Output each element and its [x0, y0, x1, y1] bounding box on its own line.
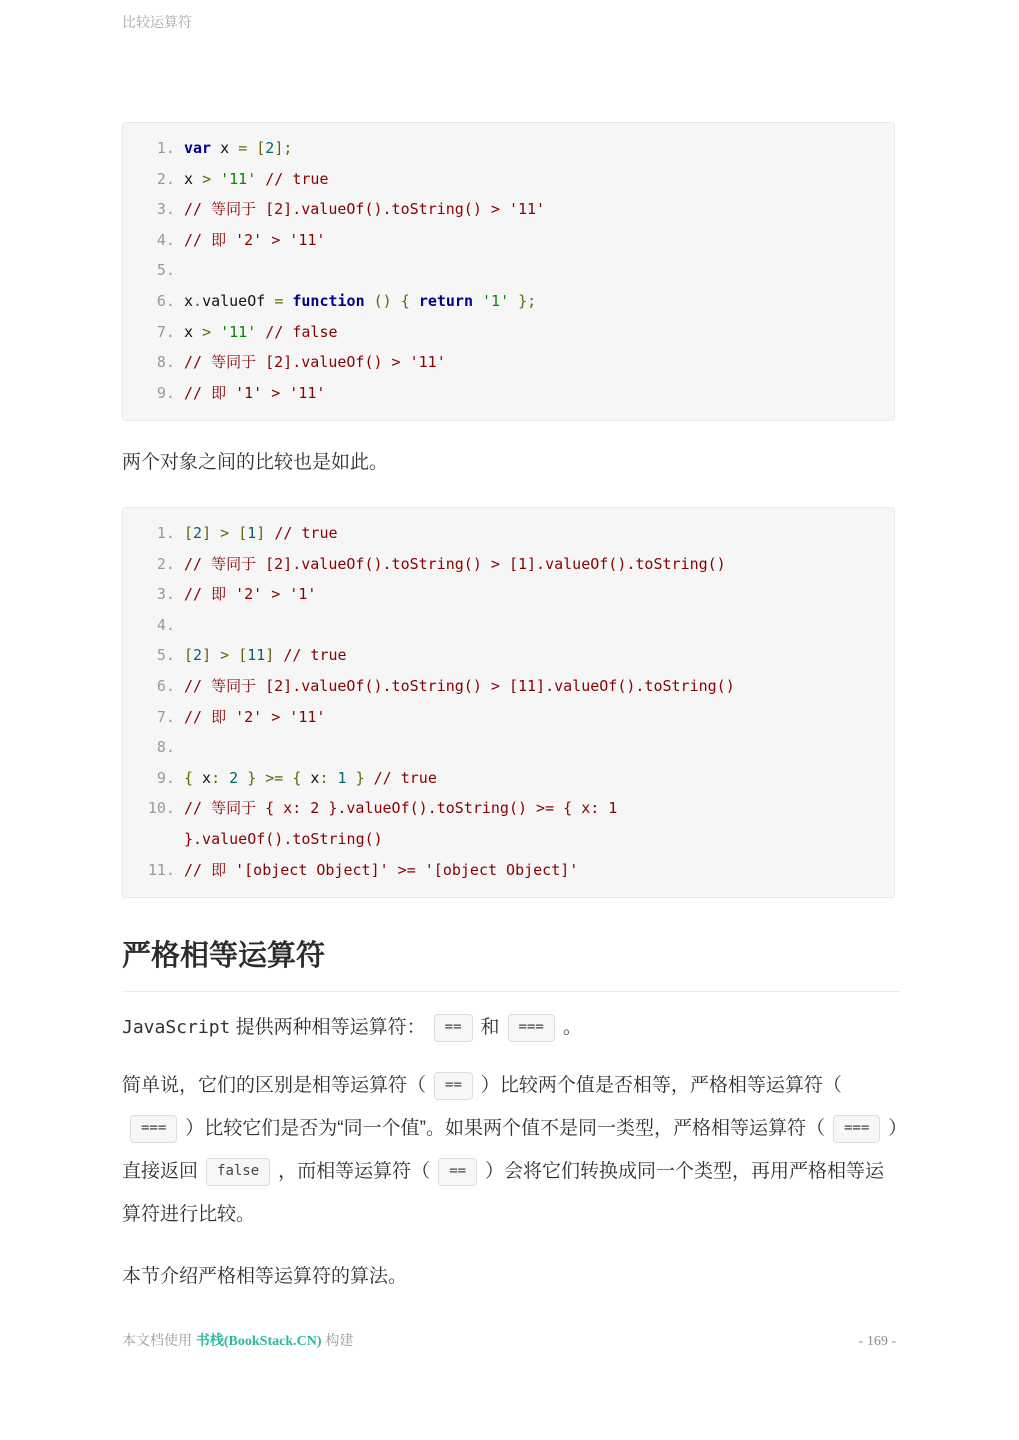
code-line — [184, 579, 764, 610]
code-token-pun: > — [202, 322, 212, 341]
inline-code-chip: === — [130, 1115, 177, 1143]
code-token-pun: ] — [265, 646, 275, 665]
code-token-pun: ] — [202, 646, 212, 665]
code-line — [184, 225, 764, 256]
code-token-pln — [229, 524, 238, 542]
code-token-com: // 即 '2' > '11' — [184, 707, 326, 726]
code-line — [184, 164, 764, 195]
code-token-pln: x — [184, 322, 203, 341]
code-token-pln — [211, 524, 220, 542]
code-block-object-comparison — [122, 507, 895, 898]
code-token-pln: x — [184, 291, 194, 310]
code-token-str: '11' — [220, 322, 257, 341]
inline-mono-text: JavaScript — [122, 1017, 231, 1038]
code-token-pln — [473, 292, 482, 310]
code-token-pln — [256, 170, 265, 188]
code-token-pun: } — [247, 768, 257, 787]
code-token-com: // 等同于 [2].valueOf().toString() > [11].valueOf().toString() — [184, 676, 735, 695]
code-token-pln — [220, 769, 229, 787]
inline-code-chip: == — [434, 1072, 473, 1100]
code-token-com: // true — [265, 169, 329, 188]
code-line — [184, 518, 764, 549]
code-token-pun: [ — [238, 646, 248, 665]
code-line — [184, 133, 764, 164]
code-token-pun: . — [193, 291, 203, 310]
code-token-lit: 2 — [193, 646, 203, 665]
code-token-com: // false — [265, 322, 338, 341]
paragraph-section-intro: 本节介绍严格相等运算符的算法。 — [122, 1266, 408, 1287]
code-token-lit: 2 — [193, 524, 203, 542]
code-token-pln — [347, 769, 356, 787]
footer-build-credit — [122, 1330, 353, 1350]
code-line-list — [123, 133, 894, 408]
code-token-pun: { — [292, 768, 302, 787]
code-line — [184, 793, 764, 854]
code-token-str: '1' — [482, 291, 510, 310]
code-token-pln — [211, 323, 220, 341]
code-token-com: // 等同于 [2].valueOf() > '11' — [184, 353, 446, 372]
code-token-pln: x — [211, 139, 239, 157]
text-run: ）直接返回 — [122, 1118, 898, 1182]
code-token-com: // 即 '2' > '11' — [184, 230, 326, 249]
code-token-kwd: return — [418, 291, 473, 310]
code-token-com: // 即 '2' > '1' — [184, 585, 317, 604]
code-token-pln: x — [184, 169, 203, 188]
code-token-pun: () — [373, 291, 392, 310]
text-run: 提供两种相等运算符： — [230, 1017, 426, 1038]
code-token-pun: [ — [256, 139, 266, 157]
code-line-list — [123, 518, 894, 885]
code-token-lit: 1 — [247, 524, 257, 542]
code-token-pun: : — [211, 768, 221, 787]
code-token-pun: { — [184, 768, 194, 787]
code-token-pun: > — [220, 646, 230, 665]
code-token-pun: > — [220, 524, 230, 542]
text-run: ）比较它们是否为“同一个值”。如果两个值不是同一类型，严格相等运算符（ — [185, 1118, 825, 1139]
text-run: ）比较两个值是否相等，严格相等运算符（ — [480, 1075, 842, 1096]
code-token-pln — [229, 646, 238, 664]
inline-code-chip: == — [434, 1014, 473, 1042]
code-token-pun: > — [202, 169, 212, 188]
footer-text-prefix: 本文档使用 — [122, 1332, 196, 1348]
code-token-lit: 2 — [229, 768, 239, 787]
inline-code-chip: false — [206, 1158, 270, 1186]
code-line — [184, 255, 764, 286]
code-line — [184, 194, 764, 225]
inline-code-chip: === — [833, 1115, 880, 1143]
code-token-com: // 等同于 [2].valueOf().toString() > [1].valueOf().toString() — [184, 554, 726, 573]
code-line — [184, 378, 764, 409]
code-token-pln — [509, 292, 518, 310]
code-token-pun: : — [319, 768, 329, 787]
code-token-pln — [211, 170, 220, 188]
inline-code-chip: == — [438, 1158, 477, 1186]
text-run: 。 — [562, 1017, 582, 1038]
code-token-pln: x — [301, 768, 320, 787]
code-line — [184, 286, 764, 317]
page-footer — [122, 1330, 896, 1350]
code-token-pln — [410, 292, 419, 310]
code-token-pln — [256, 323, 265, 341]
code-token-pln: valueOf — [202, 291, 275, 310]
code-line — [184, 347, 764, 378]
code-token-pun: [ — [238, 524, 248, 542]
code-token-com: // 即 '[object Object]' >= '[object Object]' — [184, 860, 579, 879]
code-token-pun: >= — [265, 768, 284, 787]
code-token-pln — [365, 292, 374, 310]
code-token-com: // 等同于 [2].valueOf().toString() > '11' — [184, 200, 546, 219]
code-token-pln — [238, 769, 247, 787]
code-line — [184, 610, 764, 641]
code-token-com: // true — [283, 646, 347, 665]
footer-text-suffix: 构建 — [321, 1332, 354, 1348]
paragraph-operator-difference — [122, 1064, 900, 1236]
code-token-lit: 11 — [247, 646, 266, 665]
code-token-pln — [265, 524, 274, 542]
code-line — [184, 671, 764, 702]
running-header: 比较运算符 — [122, 14, 192, 30]
code-token-kwd: function — [292, 291, 365, 310]
code-token-com: // true — [274, 524, 338, 542]
text-run: ）会将它们转换成同一个类型，再用严格相等运算符进行比较。 — [122, 1161, 885, 1225]
code-token-com: // 等同于 { x: 2 }.valueOf().toString() >= { x: 1 }.valueOf().toString() — [184, 799, 627, 848]
code-token-com: // 即 '1' > '11' — [184, 383, 326, 402]
section-heading-strict-equality: 严格相等运算符 — [122, 933, 900, 992]
page-number: - 169 - — [858, 1334, 896, 1349]
code-token-pun: ] — [256, 524, 266, 542]
code-token-pun: { — [400, 291, 410, 310]
code-token-pln — [392, 292, 401, 310]
code-token-str: '11' — [220, 169, 257, 188]
code-token-pun: }; — [518, 291, 537, 310]
text-run: 和 — [480, 1017, 500, 1038]
code-token-pun: = — [274, 291, 284, 310]
code-token-pln — [329, 769, 338, 787]
paragraph-equality-operators — [122, 1006, 900, 1049]
code-token-pln — [211, 646, 220, 664]
code-line — [184, 732, 764, 763]
code-token-kwd: var — [184, 139, 212, 157]
code-line — [184, 317, 764, 348]
code-token-pln — [274, 646, 283, 664]
code-token-pln — [247, 139, 256, 157]
code-token-com: // true — [373, 768, 437, 787]
text-run: 简单说，它们的区别是相等运算符（ — [122, 1075, 427, 1096]
code-token-pun: } — [355, 768, 365, 787]
code-token-pun: ]; — [274, 139, 293, 157]
code-line — [184, 702, 764, 733]
code-line — [184, 855, 764, 886]
code-line — [184, 763, 764, 794]
code-token-pln — [365, 769, 374, 787]
code-token-pun: [ — [184, 646, 194, 665]
code-token-pun: [ — [184, 524, 194, 542]
paragraph-object-comparison: 两个对象之间的比较也是如此。 — [122, 452, 389, 473]
code-line — [184, 640, 764, 671]
code-token-pln: x — [193, 768, 212, 787]
code-token-lit: 1 — [337, 768, 347, 787]
bookstack-brand-link[interactable]: 书栈(BookStack.CN) — [195, 1334, 322, 1349]
code-token-pln — [256, 769, 265, 787]
code-line — [184, 549, 764, 580]
code-token-pun: = — [238, 139, 248, 157]
code-token-pun: ] — [202, 524, 212, 542]
text-run: ，而相等运算符（ — [278, 1161, 431, 1182]
code-block-comparison-example — [122, 122, 895, 421]
inline-code-chip: === — [508, 1014, 555, 1042]
code-token-lit: 2 — [265, 139, 275, 157]
